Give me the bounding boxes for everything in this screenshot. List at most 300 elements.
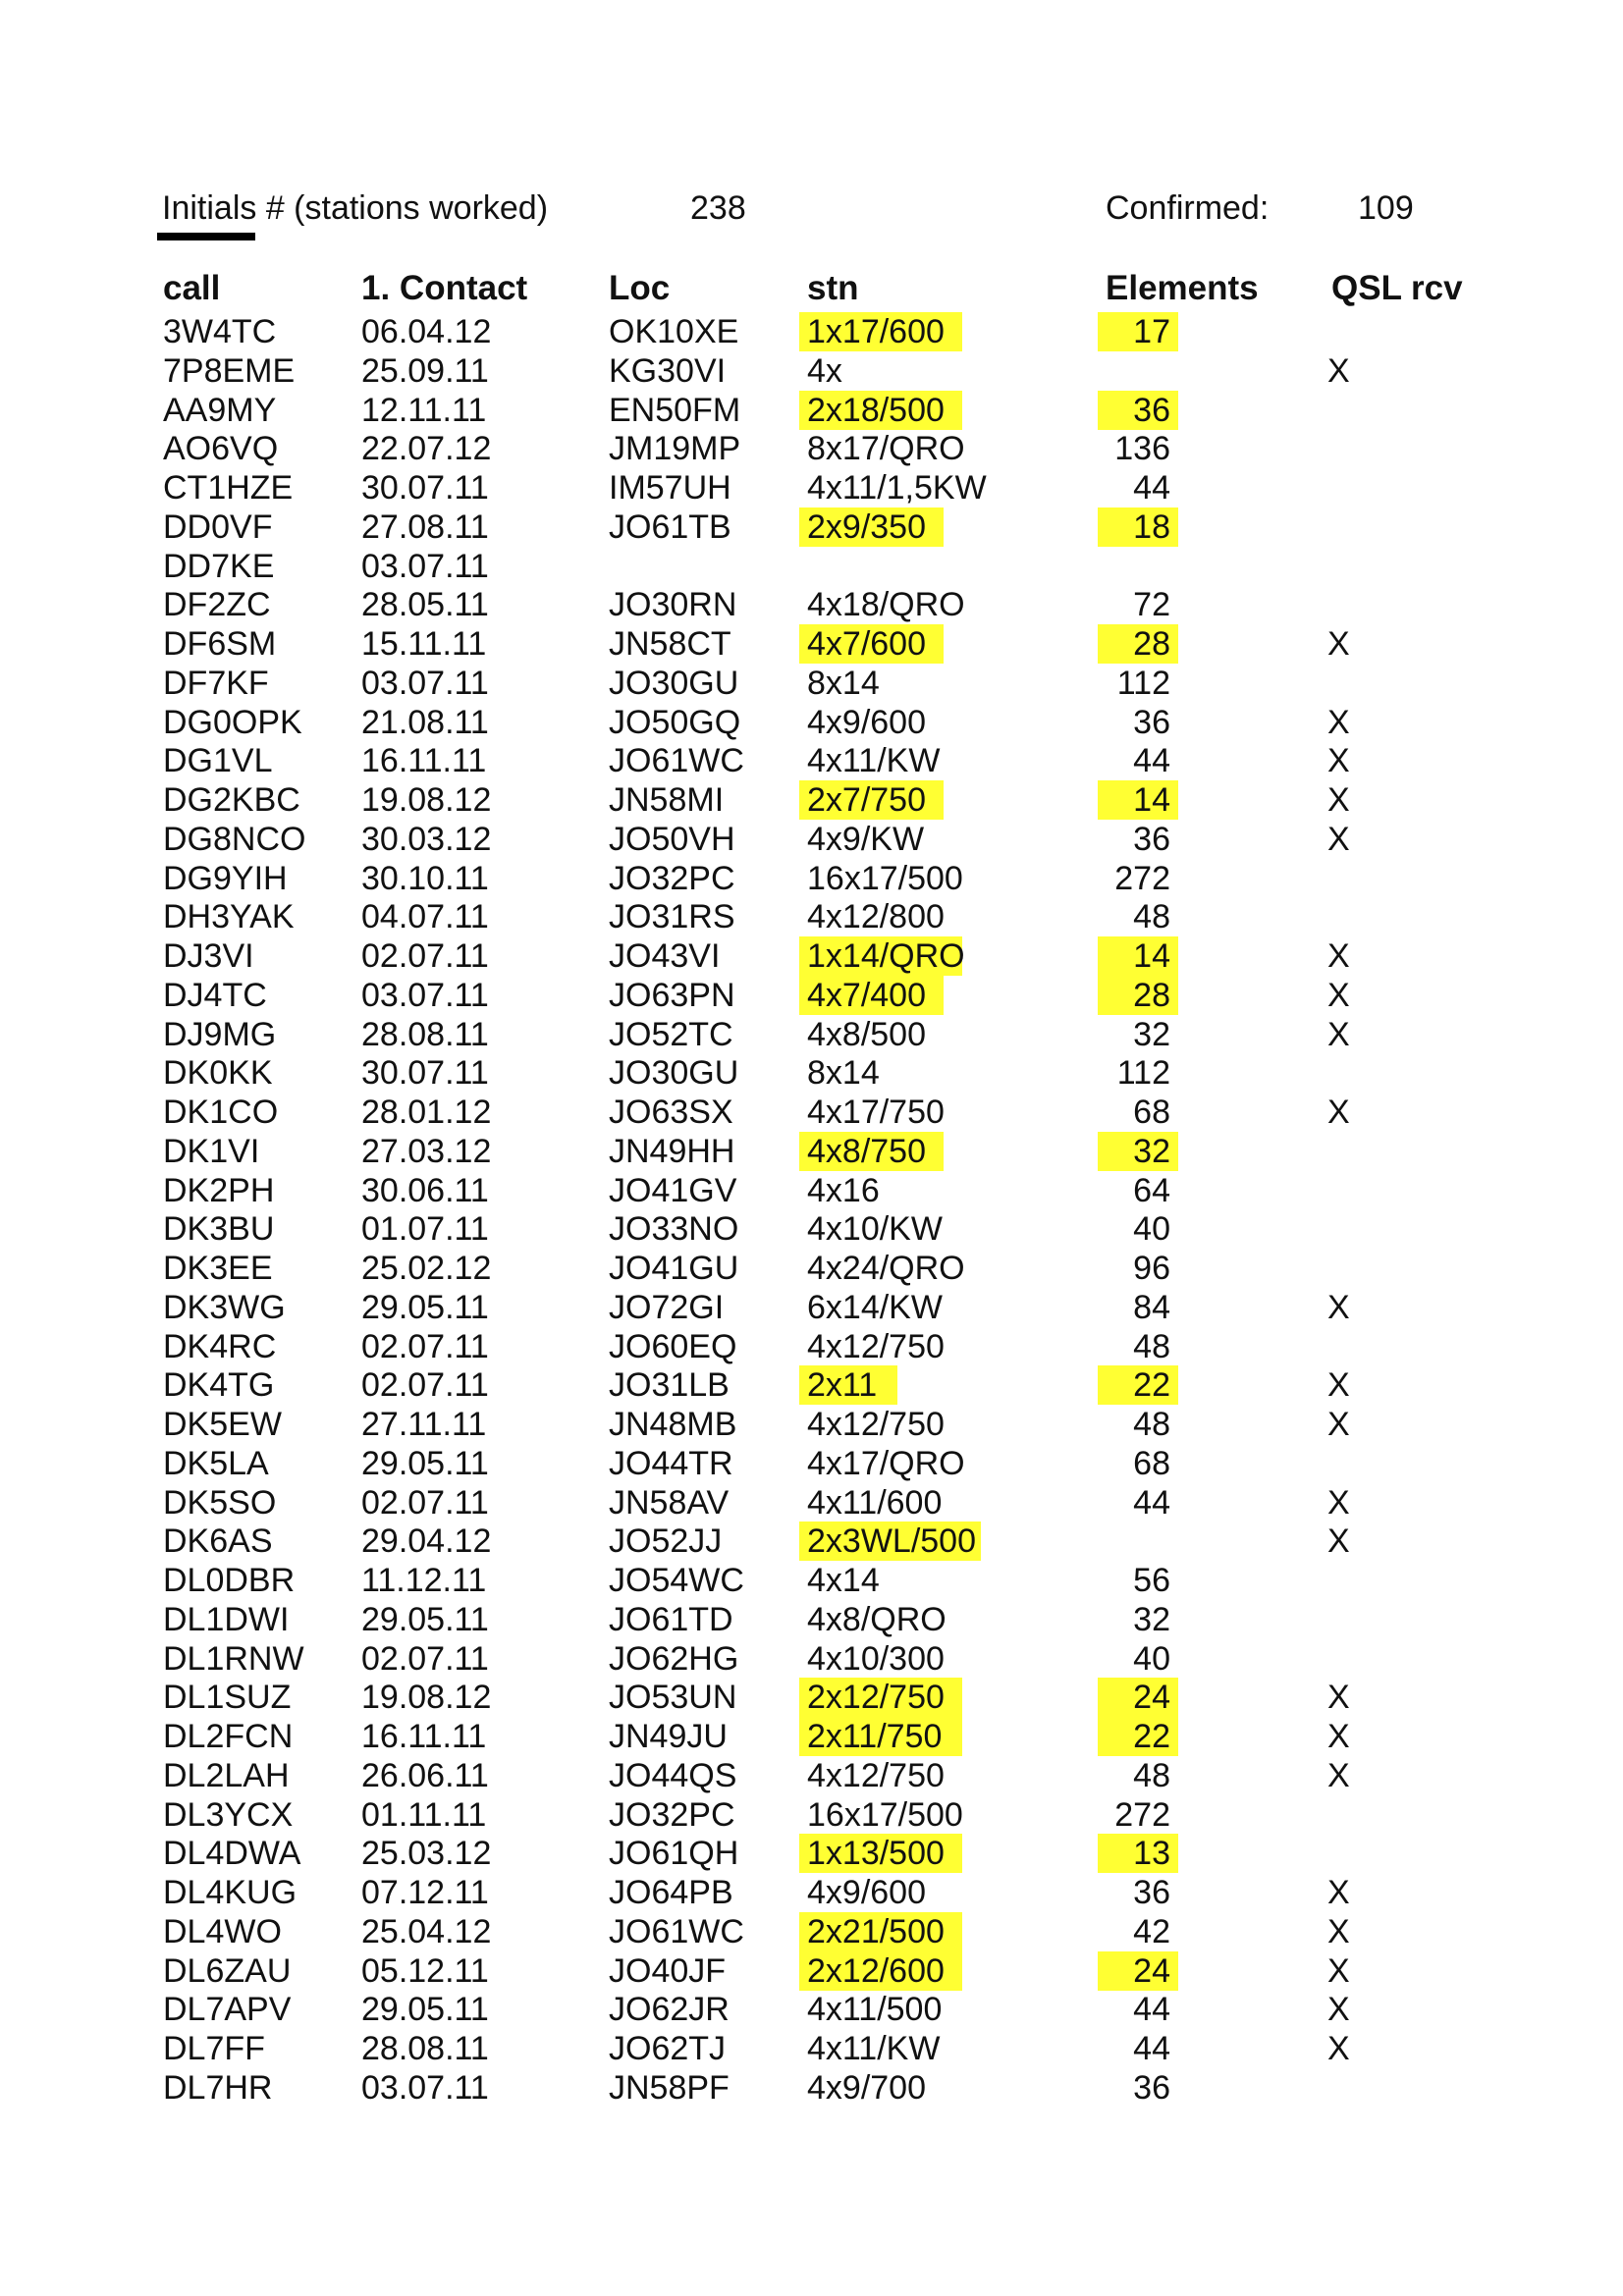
table-row [0,741,1623,780]
table-header [0,269,1623,318]
qsl-cell: X [1327,1718,1350,1755]
locator-cell: JO44QS [609,1756,737,1794]
table-row [0,1600,1623,1639]
table-row [0,1327,1623,1366]
contact-date-cell: 07.12.11 [361,1874,489,1911]
contact-date-cell: 03.07.11 [361,2068,489,2107]
locator-cell: JO62TJ [609,2030,727,2067]
table-row [0,507,1623,547]
station-cell: 4x7/400 [807,976,926,1014]
table-row [0,1717,1623,1756]
locator-cell: JO61TD [609,1600,733,1638]
locator-cell: JO61TB [609,507,731,546]
table-row [0,1912,1623,1951]
call-cell: DG9YIH [163,859,288,897]
locator-cell: IM57UH [609,469,731,507]
call-cell: DJ3VI [163,937,254,975]
call-cell: DD7KE [163,547,275,585]
qsl-cell: X [1327,1756,1350,1794]
table-row [0,820,1623,859]
table-row [0,1209,1623,1249]
elements-cell: 36 [1133,703,1170,741]
station-cell: 2x9/350 [807,507,926,546]
station-cell: 4x10/KW [807,1210,943,1249]
locator-cell: JN49HH [609,1132,735,1170]
qsl-cell: X [1327,1991,1350,2029]
locator-cell: JM19MP [609,430,741,468]
contact-date-cell: 15.11.11 [361,625,487,663]
locator-cell: OK10XE [609,313,739,350]
locator-cell: JO63SX [609,1094,733,1131]
underline-mark [157,233,255,240]
elements-cell: 36 [1133,1874,1170,1911]
locator-cell: JO52JJ [609,1522,723,1561]
station-cell: 4x12/750 [807,1327,945,1365]
station-cell: 6x14/KW [807,1288,943,1326]
locator-cell: JO40JF [609,1951,727,1990]
qsl-cell: X [1327,976,1350,1014]
table-body [0,312,1623,2108]
table-row [0,1405,1623,1444]
elements-cell: 68 [1133,1444,1170,1482]
table-row [0,1678,1623,1717]
elements-cell: 24 [1133,1679,1170,1717]
station-cell: 4x9/KW [807,820,925,858]
header-elements: Elements [1106,269,1259,307]
table-row [0,1132,1623,1171]
station-cell: 4x12/750 [807,1406,945,1443]
contact-date-cell: 29.05.11 [361,1991,489,2029]
locator-cell: JN58MI [609,781,725,819]
elements-cell: 48 [1133,898,1170,936]
elements-cell: 40 [1133,1639,1170,1678]
locator-cell: JO52TC [609,1015,733,1053]
locator-cell: EN50FM [609,391,741,429]
station-cell: 4x11/KW [807,742,941,780]
call-cell: DJ4TC [163,976,267,1014]
elements-cell: 14 [1133,781,1170,819]
qsl-cell: X [1327,1288,1350,1326]
station-cell: 2x12/600 [807,1951,945,1990]
elements-cell: 24 [1133,1951,1170,1990]
contact-date-cell: 25.09.11 [361,351,489,390]
contact-date-cell: 02.07.11 [361,1366,489,1405]
call-cell: DG1VL [163,742,273,780]
call-cell: DK6AS [163,1522,273,1561]
table-row [0,624,1623,664]
station-cell: 1x13/500 [807,1835,945,1873]
contact-date-cell: 06.04.12 [361,313,492,350]
table-row [0,391,1623,430]
confirmed-label: Confirmed: [1106,189,1270,227]
contact-date-cell: 03.07.11 [361,664,489,702]
contact-date-cell: 29.05.11 [361,1600,489,1638]
locator-cell: JN48MB [609,1406,737,1443]
station-cell: 1x17/600 [807,313,945,350]
locator-cell: JN58CT [609,625,731,663]
station-cell: 4x11/500 [807,1991,943,2029]
table-row [0,1483,1623,1522]
elements-cell: 112 [1116,1054,1170,1093]
call-cell: DL7HR [163,2068,273,2107]
station-cell: 4x8/750 [807,1132,926,1170]
stations-worked-label: Initials # (stations worked) [162,189,549,227]
header-stn: stn [807,269,859,307]
elements-cell: 36 [1133,820,1170,858]
locator-cell: JO44TR [609,1444,733,1482]
contact-date-cell: 16.11.11 [361,742,487,780]
qsl-cell: X [1327,1483,1350,1522]
locator-cell: JO30RN [609,586,737,624]
table-row [0,1171,1623,1210]
station-cell: 2x21/500 [807,1912,945,1950]
elements-cell: 136 [1114,430,1170,468]
contact-date-cell: 02.07.11 [361,1483,489,1522]
elements-cell: 14 [1133,937,1170,975]
station-cell: 1x14/QRO [807,937,965,975]
call-cell: DK4RC [163,1327,277,1365]
elements-cell: 48 [1133,1327,1170,1365]
call-cell: DK5LA [163,1444,269,1482]
table-row [0,664,1623,703]
station-cell: 16x17/500 [807,859,963,897]
contact-date-cell: 03.07.11 [361,976,489,1014]
call-cell: DK5SO [163,1483,277,1522]
qsl-cell: X [1327,1912,1350,1950]
call-cell: DJ9MG [163,1015,277,1053]
locator-cell: JN49JU [609,1718,728,1755]
locator-cell: JO61WC [609,1912,744,1950]
contact-date-cell: 04.07.11 [361,898,489,936]
call-cell: DL1SUZ [163,1679,292,1717]
station-cell: 2x7/750 [807,781,926,819]
qsl-cell: X [1327,781,1350,819]
contact-date-cell: 29.04.12 [361,1522,492,1561]
summary-line [0,189,1623,239]
call-cell: DL1RNW [163,1639,304,1678]
contact-date-cell: 28.01.12 [361,1094,492,1131]
locator-cell: JO62JR [609,1991,730,2029]
locator-cell: JO31LB [609,1366,730,1405]
locator-cell: JO43VI [609,937,721,975]
elements-cell: 17 [1133,313,1170,350]
elements-cell: 96 [1133,1250,1170,1287]
elements-cell: 48 [1133,1756,1170,1794]
call-cell: AA9MY [163,391,277,429]
elements-cell: 44 [1133,469,1170,507]
station-cell: 4x14 [807,1562,880,1599]
qsl-cell: X [1327,1094,1350,1131]
table-row [0,897,1623,936]
station-cell: 8x17/QRO [807,430,965,468]
station-cell: 2x3WL/500 [807,1522,976,1561]
table-row [0,1873,1623,1912]
table-row [0,976,1623,1015]
confirmed-count: 109 [1358,189,1414,227]
contact-date-cell: 30.07.11 [361,1054,489,1093]
call-cell: DD0VF [163,507,273,546]
header-contact: 1. Contact [361,269,528,307]
elements-cell: 72 [1133,586,1170,624]
table-row [0,2029,1623,2068]
elements-cell: 36 [1133,391,1170,429]
qsl-cell: X [1327,1406,1350,1443]
table-row [0,2068,1623,2108]
elements-cell: 112 [1116,664,1170,702]
contact-date-cell: 26.06.11 [361,1756,489,1794]
elements-cell: 64 [1133,1171,1170,1209]
station-cell: 4x9/600 [807,1874,926,1911]
elements-cell: 44 [1133,742,1170,780]
table-row [0,351,1623,391]
elements-cell: 42 [1133,1912,1170,1950]
table-row [0,936,1623,976]
qsl-cell: X [1327,1679,1350,1717]
contact-date-cell: 27.08.11 [361,507,489,546]
station-cell: 4x11/1,5KW [807,469,987,507]
contact-date-cell: 19.08.12 [361,1679,492,1717]
locator-cell: JN58AV [609,1483,730,1522]
table-row [0,547,1623,586]
elements-cell: 22 [1133,1718,1170,1755]
call-cell: DK1CO [163,1094,279,1131]
contact-date-cell: 25.02.12 [361,1250,492,1287]
qsl-cell: X [1327,937,1350,975]
elements-cell: 32 [1133,1015,1170,1053]
locator-cell: JO31RS [609,898,735,936]
qsl-cell: X [1327,703,1350,741]
call-cell: DL2FCN [163,1718,294,1755]
table-row [0,703,1623,742]
call-cell: DG8NCO [163,820,306,858]
locator-cell: JO50GQ [609,703,741,741]
call-cell: DL2LAH [163,1756,290,1794]
contact-date-cell: 01.07.11 [361,1210,489,1249]
call-cell: DF2ZC [163,586,271,624]
elements-cell: 18 [1133,507,1170,546]
table-row [0,1951,1623,1991]
qsl-cell: X [1327,1874,1350,1911]
station-cell: 4x9/700 [807,2068,926,2107]
call-cell: DL7FF [163,2030,265,2067]
locator-cell: JO33NO [609,1210,739,1249]
station-cell: 2x11 [807,1366,878,1405]
locator-cell: JO62HG [609,1639,739,1678]
call-cell: DK3WG [163,1288,286,1326]
contact-date-cell: 19.08.12 [361,781,492,819]
qsl-cell: X [1327,1951,1350,1990]
qsl-cell: X [1327,742,1350,780]
locator-cell: JO60EQ [609,1327,737,1365]
header-loc: Loc [609,269,671,307]
elements-cell: 272 [1114,1795,1170,1834]
call-cell: DG2KBC [163,781,300,819]
call-cell: DK2PH [163,1171,275,1209]
contact-date-cell: 29.05.11 [361,1288,489,1326]
call-cell: DL3YCX [163,1795,294,1834]
locator-cell: JO63PN [609,976,735,1014]
station-cell: 4x17/QRO [807,1444,965,1482]
station-cell: 4x8/500 [807,1015,926,1053]
table-row [0,312,1623,351]
call-cell: DG0OPK [163,703,302,741]
contact-date-cell: 16.11.11 [361,1718,487,1755]
call-cell: DL7APV [163,1991,292,2029]
contact-date-cell: 12.11.11 [361,391,487,429]
header-qsl: QSL rcv [1331,269,1463,307]
contact-date-cell: 27.11.11 [361,1406,487,1443]
contact-date-cell: 25.03.12 [361,1835,492,1873]
station-cell: 2x11/750 [807,1718,943,1755]
call-cell: DK4TG [163,1366,275,1405]
qsl-cell: X [1327,1015,1350,1053]
table-row [0,1365,1623,1405]
table-row [0,1093,1623,1132]
table-row [0,1015,1623,1054]
contact-date-cell: 29.05.11 [361,1444,489,1482]
table-row [0,1990,1623,2029]
table-row [0,1639,1623,1679]
contact-date-cell: 30.03.12 [361,820,492,858]
locator-cell: JO32PC [609,859,735,897]
station-cell: 4x7/600 [807,625,926,663]
station-cell: 4x17/750 [807,1094,945,1131]
station-cell: 4x [807,351,842,390]
elements-cell: 48 [1133,1406,1170,1443]
call-cell: DK3BU [163,1210,275,1249]
qsl-cell: X [1327,1522,1350,1561]
call-cell: DL6ZAU [163,1951,292,1990]
call-cell: DK5EW [163,1406,282,1443]
table-row [0,1834,1623,1873]
call-cell: DL4DWA [163,1835,301,1873]
locator-cell: KG30VI [609,351,727,390]
call-cell: DH3YAK [163,898,295,936]
table-row [0,468,1623,507]
qsl-cell: X [1327,2030,1350,2067]
call-cell: DF7KF [163,664,269,702]
contact-date-cell: 01.11.11 [361,1795,487,1834]
station-cell: 4x12/750 [807,1756,945,1794]
elements-cell: 22 [1133,1366,1170,1405]
qsl-cell: X [1327,351,1350,390]
call-cell: AO6VQ [163,430,279,468]
call-cell: DL1DWI [163,1600,290,1638]
station-cell: 2x12/750 [807,1679,945,1717]
contact-date-cell: 25.04.12 [361,1912,492,1950]
station-cell: 4x24/QRO [807,1250,965,1287]
call-cell: DL4WO [163,1912,282,1950]
elements-cell: 272 [1114,859,1170,897]
call-cell: DK3EE [163,1250,273,1287]
table-row [0,1249,1623,1288]
elements-cell: 13 [1133,1835,1170,1873]
stations-worked-count: 238 [690,189,746,227]
contact-date-cell: 02.07.11 [361,1327,489,1365]
station-cell: 8x14 [807,664,880,702]
contact-date-cell: 22.07.12 [361,430,492,468]
elements-cell: 68 [1133,1094,1170,1131]
table-row [0,1756,1623,1795]
locator-cell: JO30GU [609,664,739,702]
contact-date-cell: 05.12.11 [361,1951,489,1990]
table-row [0,1053,1623,1093]
elements-cell: 84 [1133,1288,1170,1326]
contact-date-cell: 28.08.11 [361,1015,489,1053]
table-row [0,1561,1623,1600]
call-cell: DL0DBR [163,1562,296,1599]
call-cell: 3W4TC [163,313,277,350]
elements-cell: 28 [1133,625,1170,663]
locator-cell: JO30GU [609,1054,739,1093]
locator-cell: JN58PF [609,2068,730,2107]
call-cell: DK0KK [163,1054,273,1093]
table-row [0,585,1623,624]
station-cell: 4x18/QRO [807,586,965,624]
elements-cell: 44 [1133,1991,1170,2029]
station-cell: 4x8/QRO [807,1600,947,1638]
elements-cell: 56 [1133,1562,1170,1599]
elements-cell: 44 [1133,1483,1170,1522]
elements-cell: 40 [1133,1210,1170,1249]
station-cell: 4x10/300 [807,1639,945,1678]
qsl-cell: X [1327,820,1350,858]
table-row [0,859,1623,898]
contact-date-cell: 28.08.11 [361,2030,489,2067]
locator-cell: JO64PB [609,1874,733,1911]
station-cell: 4x12/800 [807,898,945,936]
call-cell: 7P8EME [163,351,296,390]
locator-cell: JO61QH [609,1835,739,1873]
table-row [0,429,1623,468]
station-cell: 4x16 [807,1171,880,1209]
header-call: call [163,269,221,307]
contact-date-cell: 30.06.11 [361,1171,489,1209]
contact-date-cell: 30.07.11 [361,469,489,507]
contact-date-cell: 30.10.11 [361,859,489,897]
elements-cell: 32 [1133,1132,1170,1170]
elements-cell: 44 [1133,2030,1170,2067]
station-cell: 4x11/KW [807,2030,941,2067]
call-cell: CT1HZE [163,469,294,507]
locator-cell: JO50VH [609,820,735,858]
contact-date-cell: 21.08.11 [361,703,489,741]
station-cell: 8x14 [807,1054,880,1093]
call-cell: DK1VI [163,1132,260,1170]
locator-cell: JO53UN [609,1679,737,1717]
station-cell: 4x9/600 [807,703,926,741]
table-row [0,1288,1623,1327]
contact-date-cell: 02.07.11 [361,1639,489,1678]
locator-cell: JO41GV [609,1171,737,1209]
elements-cell: 28 [1133,976,1170,1014]
elements-cell: 36 [1133,2068,1170,2107]
locator-cell: JO54WC [609,1562,744,1599]
table-row [0,1795,1623,1835]
contact-date-cell: 11.12.11 [361,1562,487,1599]
qsl-cell: X [1327,625,1350,663]
elements-cell: 32 [1133,1600,1170,1638]
call-cell: DF6SM [163,625,277,663]
contact-date-cell: 03.07.11 [361,547,489,585]
station-cell: 2x18/500 [807,391,945,429]
contact-date-cell: 27.03.12 [361,1132,492,1170]
locator-cell: JO61WC [609,742,744,780]
station-cell: 4x11/600 [807,1483,943,1522]
qsl-cell: X [1327,1366,1350,1405]
contact-date-cell: 02.07.11 [361,937,489,975]
locator-cell: JO72GI [609,1288,725,1326]
